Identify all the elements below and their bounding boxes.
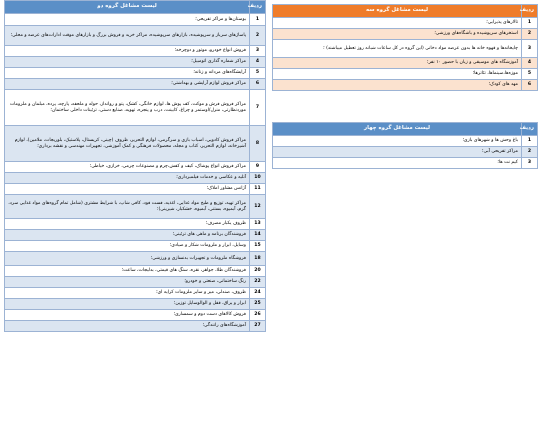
row-number: 14 bbox=[250, 230, 266, 241]
row-number: 1 bbox=[522, 136, 538, 147]
group2-table bbox=[4, 0, 266, 332]
group2-row bbox=[5, 184, 266, 195]
row-number: 26 bbox=[250, 310, 266, 321]
group2-row bbox=[5, 79, 266, 90]
group2-row bbox=[5, 195, 266, 219]
row-text: آرایشگاه‌های مردانه و زنانه؛ bbox=[5, 68, 250, 79]
row-text: فروش کالاهای دست دوم و سمساری؛ bbox=[5, 310, 250, 321]
group2-row bbox=[5, 241, 266, 252]
row-number: 9 bbox=[250, 162, 266, 173]
row-number: 3 bbox=[522, 158, 538, 169]
group3-table bbox=[272, 4, 538, 91]
row-number: 20 bbox=[250, 266, 266, 277]
row-text: مراکز فروش کادویی، اسباب بازی و سرگرمی، لوازم التحریر، ظروف (چینی، کریستال، پلاستیک، بلوریجات، ملامین)، لوازم آشپزخانه، لوازم التحریر، کتاب و مجله، محصولات فرهنگی و کمک آموزشی، تجهیزات مهندسی و نقشه برداری؛ bbox=[5, 126, 250, 162]
row-text: ظروف یکبار مصرف؛ bbox=[5, 219, 250, 230]
row-text: ابزار و یراق، قفل و الوالوسایل توزین؛ bbox=[5, 299, 250, 310]
group2-row bbox=[5, 90, 266, 126]
group2-row bbox=[5, 252, 266, 266]
row-text: فروشندگان طلا، جواهر، نقره، سنگ های قیمتی، بدلیجات، ساعت؛ bbox=[5, 266, 250, 277]
group2-row bbox=[5, 68, 266, 79]
group2-row bbox=[5, 266, 266, 277]
group3-body bbox=[273, 18, 538, 91]
row-text: پاساژهای سرباز و سرپوشیده، بازارهای سرپوشیده، مراکز خرید و فروش بزرگ و بازارهای موقت ادارات‌های عرضه و محلی؛ bbox=[5, 26, 250, 46]
group4-table bbox=[272, 122, 538, 169]
row-text: آموزشگاه‌های رانندگی؛ bbox=[5, 321, 250, 332]
row-number: 2 bbox=[522, 29, 538, 40]
row-text: وسایل، ابزار و ملزومات شکار و صیادی؛ bbox=[5, 241, 250, 252]
group2-row bbox=[5, 288, 266, 299]
row-number: 8 bbox=[250, 126, 266, 162]
group3-row bbox=[273, 18, 538, 29]
row-number: 1 bbox=[250, 14, 266, 26]
row-number: 13 bbox=[250, 219, 266, 230]
row-number: 4 bbox=[250, 57, 266, 68]
group2-row bbox=[5, 321, 266, 332]
row-text: مراکز فروش فرش و موکت، کف پوش ها، لوازم خانگی، کشک، پتو و روانداز، حوله و ملحفه، پارچه، پرده، مبلمان و ملزومات موردنظارتی، منزل/اوستمر و چراغ، کابینت، درب و پنجره، تهویه، صنایع دستی، تزئینات داخلی ساختمان؛ bbox=[5, 90, 250, 126]
group3-row bbox=[273, 40, 538, 58]
row-text: رنگ ساختمانی، صنعتی و خودرو؛ bbox=[5, 277, 250, 288]
group4-row bbox=[273, 147, 538, 158]
row-number: 10 bbox=[250, 173, 266, 184]
group2-body bbox=[5, 14, 266, 332]
row-text: آتلیه و عکاسی و خدمات فیلمبرداری؛ bbox=[5, 173, 250, 184]
row-number: 6 bbox=[250, 79, 266, 90]
row-text: مهد های کودک؛ bbox=[273, 80, 522, 91]
row-text: کیم نت ها؛ bbox=[273, 158, 522, 169]
group3-row bbox=[273, 29, 538, 40]
group2-row bbox=[5, 277, 266, 288]
row-number: 4 bbox=[522, 58, 538, 69]
group3-title: لیست مشاغل گروه سه bbox=[273, 5, 522, 18]
row-number: 15 bbox=[250, 241, 266, 252]
row-number: 2 bbox=[522, 147, 538, 158]
row-number: 6 bbox=[522, 80, 538, 91]
group4-col-header: ردیف bbox=[522, 123, 538, 136]
row-text: بوستان‌ها و مراکز تفریحی؛ bbox=[5, 14, 250, 26]
group2-row bbox=[5, 310, 266, 321]
group2-row bbox=[5, 230, 266, 241]
group4-row bbox=[273, 136, 538, 147]
row-number: 5 bbox=[250, 68, 266, 79]
row-text: مراکز فروش لوازم آرایشی و بهداشتی؛ bbox=[5, 79, 250, 90]
group2-row bbox=[5, 46, 266, 57]
row-text: چایخانه‌ها و قهوه خانه ها بدون عرضه مواد دخانی (این گروه در کل ساعات شبانه روز تعطیل میباشند) ؛ bbox=[273, 40, 522, 58]
row-text: مراکز شماره گذاری اتومبیل؛ bbox=[5, 57, 250, 68]
row-number: 2 bbox=[250, 26, 266, 46]
row-text: موزه‌ها،سینماها، تئاترها؛ bbox=[273, 69, 522, 80]
row-number: 1 bbox=[522, 18, 538, 29]
row-text: مراکز تفریحی آبی؛ bbox=[273, 147, 522, 158]
row-number: 12 bbox=[250, 195, 266, 219]
group2-row bbox=[5, 57, 266, 68]
group2-row bbox=[5, 126, 266, 162]
group4-row bbox=[273, 158, 538, 169]
row-number: 11 bbox=[250, 184, 266, 195]
group3-row bbox=[273, 58, 538, 69]
row-number: 25 bbox=[250, 299, 266, 310]
group3-header-row bbox=[273, 5, 538, 18]
group2-row bbox=[5, 162, 266, 173]
row-text: ظروف، صندلی، میز و سایر ملزومات کرایه ای؛ bbox=[5, 288, 250, 299]
row-text: فروشگاه ملزومات و تجهیزات بدنسازی و ورزشی؛ bbox=[5, 252, 250, 266]
row-number: 27 bbox=[250, 321, 266, 332]
group2-col-header: ردیف bbox=[250, 1, 266, 14]
group2-row bbox=[5, 219, 266, 230]
row-number: 3 bbox=[522, 40, 538, 58]
group2-row bbox=[5, 299, 266, 310]
group3-row bbox=[273, 69, 538, 80]
group4-title: لیست مشاغل گروه چهار bbox=[273, 123, 522, 136]
group3-row bbox=[273, 80, 538, 91]
row-text: باغ وحش ها و شهرهای بازی؛ bbox=[273, 136, 522, 147]
row-text: استخرهای سرپوشیده و باشگاه‌های ورزشی؛ bbox=[273, 29, 522, 40]
row-number: 24 bbox=[250, 288, 266, 299]
row-text: فروش انواع خودرو، موتور و دوچرخه؛ bbox=[5, 46, 250, 57]
row-text: آموزشگاه های موسیقی و زبان با حضور ۱۰ نفر؛ bbox=[273, 58, 522, 69]
group2-row bbox=[5, 14, 266, 26]
group2-row bbox=[5, 173, 266, 184]
group4-body bbox=[273, 136, 538, 169]
group4-header-row bbox=[273, 123, 538, 136]
group2-title: لیست مشاغل گروه دو bbox=[5, 1, 250, 14]
row-number: 22 bbox=[250, 277, 266, 288]
row-text: مراکز فروش انواع پوشاک، کیف و کفش،چرم و مصنوعات چرمی، خرازی، خیاطی؛ bbox=[5, 162, 250, 173]
row-number: 7 bbox=[250, 90, 266, 126]
row-text: تالارهای پذیرایی؛ bbox=[273, 18, 522, 29]
group3-col-header: ردیف bbox=[522, 5, 538, 18]
row-number: 5 bbox=[522, 69, 538, 80]
row-number: 3 bbox=[250, 46, 266, 57]
group2-header-row bbox=[5, 1, 266, 14]
row-number: 18 bbox=[250, 252, 266, 266]
row-text: فروشندگان برنامه و ماهی های تزئینی؛ bbox=[5, 230, 250, 241]
row-text: مراکز تهیه، توزیع و طبخ مواد غذایی، اغذیه، فست فود، کافی شاپ، با شرایط مشتری (شامل تمام گروه‌های مواد غذایی سرد، گرم، آبمیوه، بستنی، آبمیوه، خشکبار، شیرینی)؛ bbox=[5, 195, 250, 219]
group2-row bbox=[5, 26, 266, 46]
row-text: آژانس مشاور املاک؛ bbox=[5, 184, 250, 195]
